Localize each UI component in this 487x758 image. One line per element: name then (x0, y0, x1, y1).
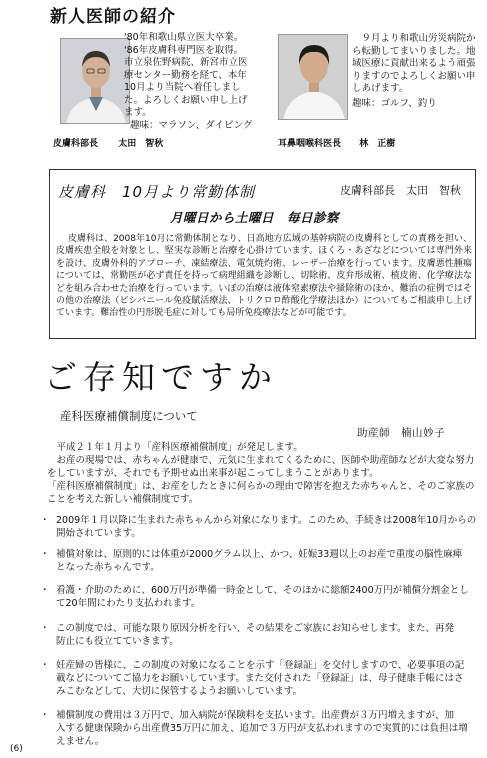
hobby-text: 趣味：マラソン、ダイビング (130, 119, 253, 131)
bio-text: ９月より和歌山労災病院か ら転勤してまいりました。地 域医療に貢献出来るよう頑張 りますのでよろしくお願い申 しあげます。 (352, 33, 476, 94)
section2-title: ご存知ですか (44, 358, 278, 397)
bullet-icon: ・ (40, 549, 50, 560)
doctor-photo-left (60, 38, 130, 124)
bullet-item (40, 548, 480, 574)
bullet-text: 2009年１月以降に生まれた赤ちゃんから対象になります。このため、手続きは2008年10月からの 開始されています。 (56, 515, 477, 540)
bullet-text: 補償制度の費用は３万円で、加入病院が保険料を支払います。出産費が３万円増えますが、加 入する健康保険から出産費35万円に加え、追加で３万円が支払われますので実質的には負担は増 えません。 (56, 710, 468, 748)
bullet-item (40, 709, 480, 749)
box-headline: 皮膚科 10月より常勤体制 (58, 183, 256, 201)
bullet-item (40, 659, 480, 699)
bullet-item (40, 584, 480, 610)
intro-text: 平成２１年１月より「産科医療補償制度」が発足します。 お産の現場では、赤ちゃんが健康で、元気に生まれてくるために、医師や助産師などが大変な努力 をしていますが、それでも予期せぬ出来事が起こってしまうことがあります。 「産科医療補償制度」は、お産をしたときに何らかの理由で障害を抱えた赤ちゃんと、そのご家族の ことを考えた新しい補償制度です。 (47, 442, 475, 505)
topic-heading: 産科医療補償制度について (60, 409, 198, 423)
bullet-text: 補償対象は、原則的には体重が2000グラム以上、かつ、妊娠33週以上のお産で重度の脳性麻痺 となった赤ちゃんです。 (56, 549, 463, 574)
bullet-icon: ・ (40, 660, 50, 671)
doctor-caption-right (278, 136, 478, 149)
bullet-text: 妊産婦の皆様に、この制度の対象になることを示す「登録証」を交付しますので、必要事項の記 載などについてご協力をお願いしています。また交付された「登録証」は、母子健康手帳にはさ みこむなどして、大切に保管するようお願いしています。 (56, 660, 465, 698)
bullet-text: この制度では、可能な限り原因分析を行い、その結果をご家族にお知らせします。また、再発 防止にも役立てていきます。 (56, 623, 454, 648)
box-subheadline: 月曜日から土曜日 毎日診察 (170, 210, 340, 225)
bullet-icon: ・ (40, 710, 50, 721)
bullet-icon: ・ (40, 585, 50, 596)
caption-name: 太田 智秋 (118, 139, 164, 149)
caption-dept: 皮膚科部長 (53, 139, 99, 149)
section-title: 新人医師の紹介 (50, 7, 176, 27)
caption-dept: 耳鼻咽喉科医長 (278, 139, 342, 149)
intro-paragraph (47, 441, 479, 506)
doctor-bio-left (124, 32, 272, 132)
bullet-item (40, 514, 480, 540)
caption-name: 林 正樹 (359, 139, 396, 149)
page-number: (6) (10, 744, 23, 754)
bullet-item (40, 622, 480, 648)
bullet-icon: ・ (40, 623, 50, 634)
bullet-text: 看護・介助のために、600万円が準備一時金として、そのほかに総額2400万円が補償分割金とし て20年間にわたり支払われます。 (56, 585, 469, 610)
doctor-photo-right (278, 34, 348, 120)
section2-author: 助産師 楠山妙子 (357, 427, 445, 439)
doctor-caption-left (53, 136, 253, 149)
bullet-icon: ・ (40, 515, 50, 526)
doctor-bio-right (352, 33, 484, 110)
box-author: 皮膚科部長 太田 智秋 (340, 184, 461, 197)
bio-text: '80年和歌山県立医大卒業。 '86年皮膚科専門医を取得。 市立泉佐野病院、新宮市立医 療センター勤務を経て、本年 10月より当院へ着任しまし た。よろしくお願い申し上げ ます。 (124, 32, 248, 118)
box-body: 皮膚科は、2008年10月に常勤体制となり、日高地方広域の基幹病院の皮膚科としての責務を担い、皮膚疾患全般を対象とし、堅実な診断と治療を心掛けています。ほくろ・あざなどについては専門外来を設け、皮膚外科的アプローチ、凍結療法、電気焼灼術、レーザー治療を行っています。皮膚悪性腫瘍については、常勤医が必ず責任を持って病理組織を診断し、切除術、皮弁形成術、植皮術、化学療法などを組み合わせた治療を行っています。いぼの治療は液体窒素療法や掻除術のほか、難治の症例ではその他の治療法（ビシバニール免疫賦活療法、トリクロロ酢酸化学療法ほか）についてもご相談申し上げています。難治性の円形脱毛症に対しても局所免疫療法などが可能です。 (56, 234, 472, 319)
hobby-text: 趣味：ゴルフ、釣り (352, 97, 437, 109)
